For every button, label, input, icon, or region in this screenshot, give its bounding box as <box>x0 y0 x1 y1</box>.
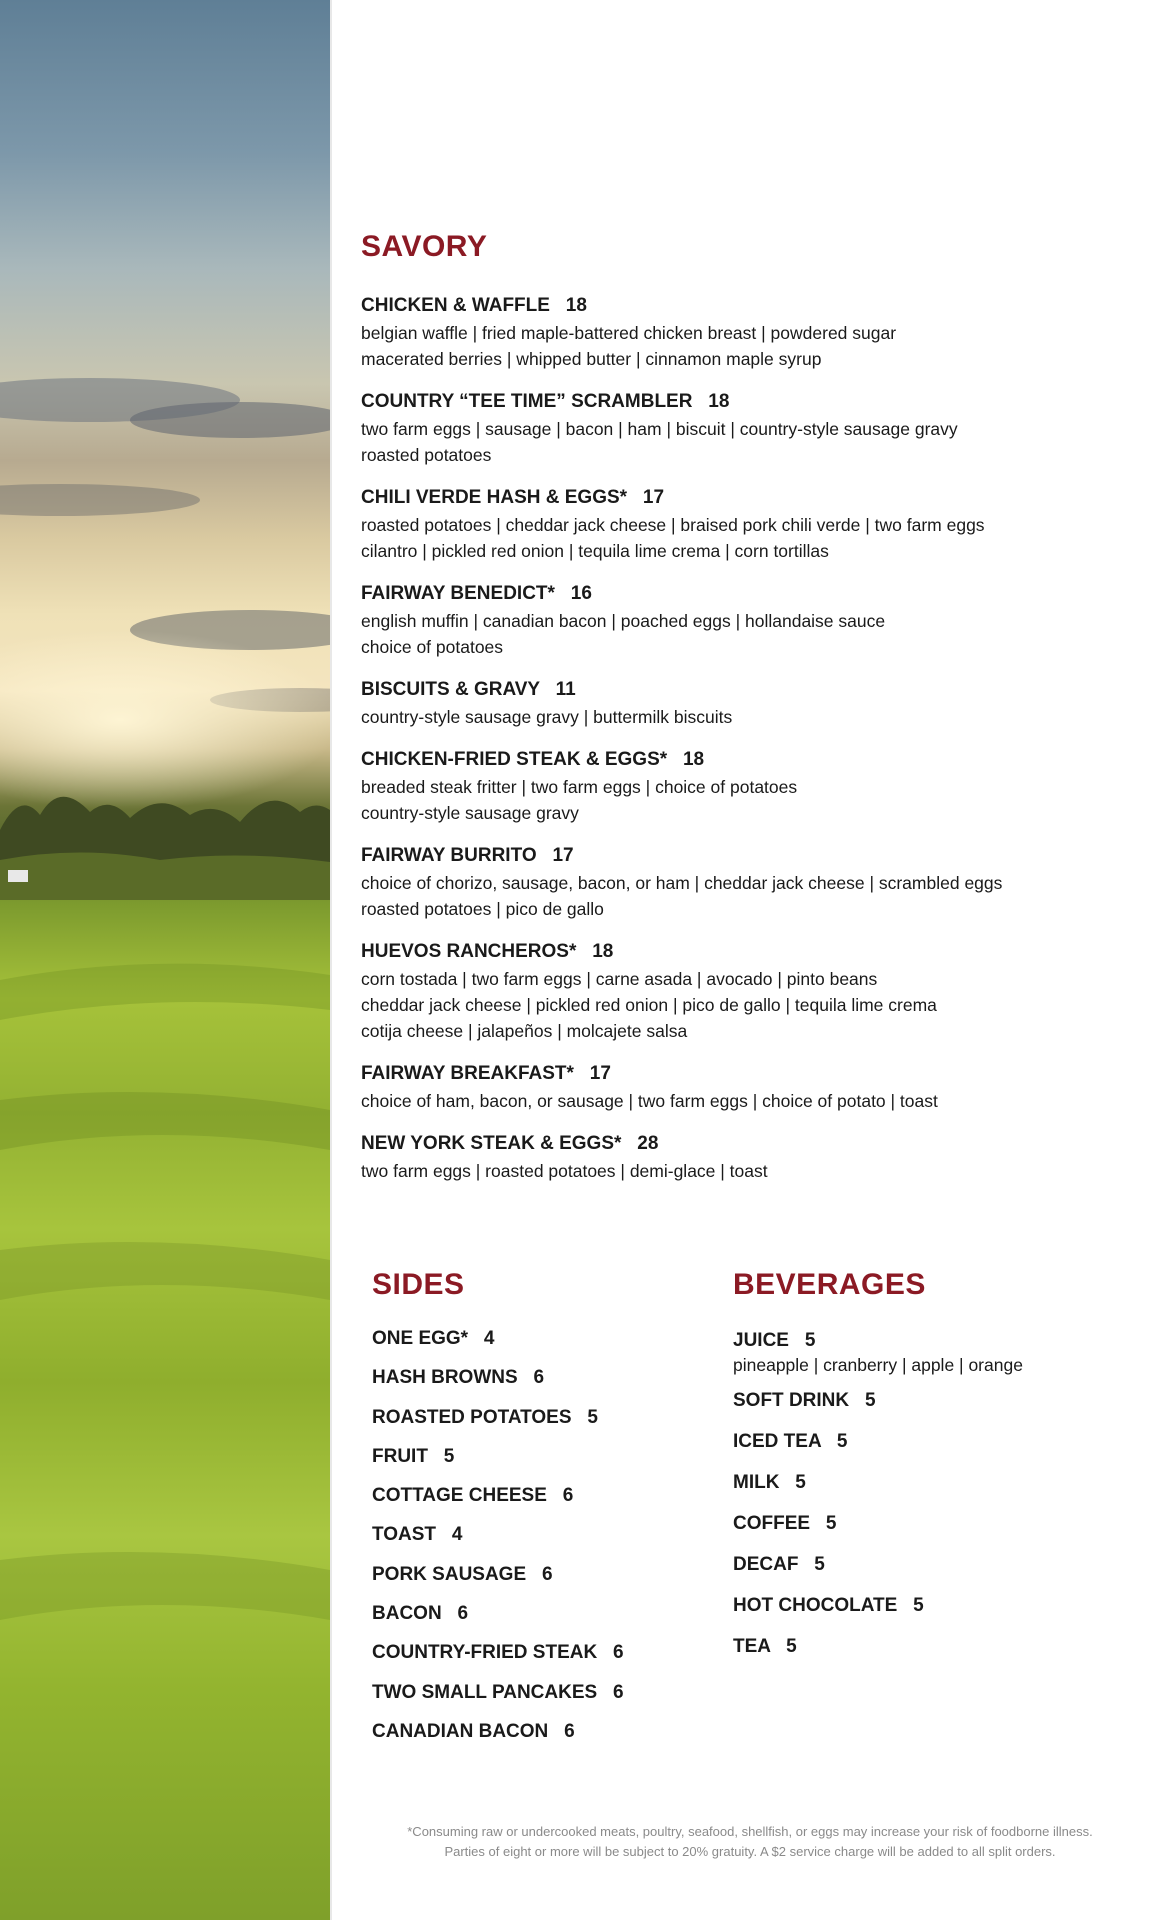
photo-divider <box>330 0 332 1920</box>
beverage-price: 5 <box>864 1390 876 1411</box>
description-line: country-style sausage gravy | buttermilk biscuits <box>361 707 733 727</box>
side-item-price: 4 <box>451 1524 463 1546</box>
savory-title: SAVORY <box>361 230 488 263</box>
menu-item <box>361 746 1141 826</box>
menu-item <box>361 388 1141 468</box>
golf-course-sunset-icon <box>0 0 330 1920</box>
side-item-price: 6 <box>533 1367 545 1389</box>
beverage-heading <box>733 1593 1153 1619</box>
description-line: two farm eggs | sausage | bacon | ham | biscuit | country-style sausage gravy <box>361 419 958 439</box>
menu-item-name: CHICKEN & WAFFLE <box>361 295 550 316</box>
beverage-price: 5 <box>795 1472 806 1493</box>
beverage-item <box>733 1388 1153 1429</box>
description-line: choice of potatoes <box>361 637 504 657</box>
menu-item-name: FAIRWAY BREAKFAST* <box>361 1063 574 1084</box>
side-item-name: ONE EGG* <box>372 1328 469 1349</box>
footer-disclaimer <box>360 1822 1140 1862</box>
side-item-name: TOAST <box>372 1524 437 1546</box>
menu-item-price: 28 <box>637 1133 659 1154</box>
side-item <box>372 1680 702 1719</box>
description-line: corn tostada | two farm eggs | carne asada | avocado | pinto beans <box>361 969 878 989</box>
menu-item-description <box>361 608 1141 660</box>
menu-item-heading <box>361 388 1141 416</box>
menu-item <box>361 938 1141 1044</box>
beverage-price: 5 <box>804 1330 816 1351</box>
menu-item-name: FAIRWAY BURRITO <box>361 845 537 866</box>
side-item <box>372 1562 702 1601</box>
description-line: cotija cheese | jalapeños | molcajete salsa <box>361 1021 688 1041</box>
menu-item-heading <box>361 1130 1141 1158</box>
side-item-price: 4 <box>483 1328 495 1349</box>
description-line: breaded steak fritter | two farm eggs | choice of potatoes <box>361 777 798 797</box>
beverage-name: MILK <box>733 1472 780 1493</box>
menu-item-price: 11 <box>555 679 576 700</box>
menu-item-heading <box>361 676 1141 704</box>
menu-item-price: 18 <box>592 941 614 962</box>
beverage-name: SOFT DRINK <box>733 1390 850 1411</box>
side-item-price: 6 <box>562 1485 574 1507</box>
menu-item-name: COUNTRY “TEE TIME” SCRAMBLER <box>361 391 693 412</box>
menu-item-description <box>361 416 1141 468</box>
menu-item-description <box>361 1088 1141 1114</box>
side-item-name: ROASTED POTATOES <box>372 1406 572 1428</box>
description-line: cheddar jack cheese | pickled red onion | pico de gallo | tequila lime crema <box>361 995 937 1015</box>
side-item-price: 5 <box>443 1445 455 1467</box>
menu-item-description <box>361 512 1141 564</box>
side-item-name: COTTAGE CHEESE <box>372 1485 547 1507</box>
menu-item <box>361 580 1141 660</box>
menu-item-description <box>361 1158 1141 1184</box>
footer-line-raw-food: *Consuming raw or undercooked meats, poultry, seafood, shellfish, or eggs may increase your risk of foodborne illness. <box>407 1824 1093 1839</box>
menu-item-description <box>361 320 1141 372</box>
side-item <box>372 1483 702 1522</box>
menu-item-heading <box>361 292 1141 320</box>
menu-item-heading <box>361 484 1141 512</box>
menu-item-description <box>361 774 1141 826</box>
golf-course-photo <box>0 0 330 1920</box>
side-item <box>372 1365 702 1404</box>
side-item-name: CANADIAN BACON <box>372 1720 549 1742</box>
menu-item <box>361 842 1141 922</box>
description-line: english muffin | canadian bacon | poached eggs | hollandaise sauce <box>361 611 886 631</box>
side-item-price: 6 <box>564 1720 575 1742</box>
menu-item-name: FAIRWAY BENEDICT* <box>361 583 555 604</box>
beverage-item <box>733 1634 1153 1675</box>
menu-item-heading <box>361 580 1141 608</box>
beverage-name: COFFEE <box>733 1513 811 1534</box>
description-line: choice of ham, bacon, or sausage | two farm eggs | choice of potato | toast <box>361 1091 938 1111</box>
side-item <box>372 1601 702 1640</box>
side-item-name: BACON <box>372 1603 442 1625</box>
beverage-item <box>733 1328 1153 1377</box>
description-line: roasted potatoes | pico de gallo <box>361 899 604 919</box>
side-item-name: COUNTRY-FRIED STEAK <box>372 1642 598 1664</box>
footer-line-gratuity: Parties of eight or more will be subject to 20% gratuity. A $2 service charge will be added to all split orders. <box>444 1844 1056 1859</box>
beverages-list <box>733 1328 1153 1675</box>
menu-item <box>361 292 1141 372</box>
beverage-heading <box>733 1328 1153 1354</box>
side-item <box>372 1444 702 1483</box>
description-line: belgian waffle | fried maple-battered chicken breast | powdered sugar <box>361 323 897 343</box>
menu-item-price: 17 <box>552 845 574 866</box>
menu-item <box>361 1130 1141 1184</box>
savory-list <box>361 292 1141 1200</box>
beverage-name: JUICE <box>733 1330 789 1351</box>
beverage-heading <box>733 1634 1153 1660</box>
beverage-name: DECAF <box>733 1554 799 1575</box>
description-line: choice of chorizo, sausage, bacon, or ham | cheddar jack cheese | scrambled eggs <box>361 873 1003 893</box>
menu-item-price: 18 <box>682 749 705 770</box>
beverage-heading <box>733 1388 1153 1414</box>
side-item-name: HASH BROWNS <box>372 1367 518 1389</box>
menu-item <box>361 676 1141 730</box>
beverage-item <box>733 1593 1153 1634</box>
beverage-price: 5 <box>836 1431 848 1452</box>
menu-item-heading <box>361 842 1141 870</box>
sides-title: SIDES <box>372 1268 465 1301</box>
menu-item-price: 18 <box>708 391 730 412</box>
menu-item-description <box>361 870 1141 922</box>
side-item-price: 6 <box>613 1642 624 1664</box>
side-item <box>372 1522 702 1561</box>
menu-item-name: CHILI VERDE HASH & EGGS* <box>361 487 628 508</box>
side-item <box>372 1719 702 1758</box>
menu-item-heading <box>361 1060 1141 1088</box>
beverage-heading <box>733 1470 1153 1496</box>
side-item-name: TWO SMALL PANCAKES <box>372 1681 598 1703</box>
description-line: cilantro | pickled red onion | tequila lime crema | corn tortillas <box>361 541 829 561</box>
menu-item-price: 17 <box>642 487 665 508</box>
beverage-item <box>733 1470 1153 1511</box>
description-line: roasted potatoes | cheddar jack cheese | braised pork chili verde | two farm eggs <box>361 515 985 535</box>
menu-item-name: NEW YORK STEAK & EGGS* <box>361 1133 622 1154</box>
description-line: two farm eggs | roasted potatoes | demi-glace | toast <box>361 1161 768 1181</box>
beverage-price: 5 <box>786 1636 797 1657</box>
side-item <box>372 1640 702 1679</box>
beverage-description: pineapple | cranberry | apple | orange <box>733 1355 1023 1375</box>
beverage-item <box>733 1429 1153 1470</box>
menu-item <box>361 484 1141 564</box>
side-item <box>372 1326 702 1365</box>
menu-item-heading <box>361 938 1141 966</box>
beverage-heading <box>733 1511 1153 1537</box>
side-item-price: 5 <box>587 1406 598 1428</box>
beverage-name: TEA <box>733 1636 771 1657</box>
beverage-price: 5 <box>913 1595 924 1616</box>
description-line: macerated berries | whipped butter | cinnamon maple syrup <box>361 349 822 369</box>
side-item-price: 6 <box>613 1681 624 1703</box>
menu-item-price: 17 <box>589 1063 611 1084</box>
beverage-item <box>733 1552 1153 1593</box>
beverage-heading <box>733 1552 1153 1578</box>
menu-item-price: 18 <box>565 295 587 316</box>
beverage-price: 5 <box>825 1513 837 1534</box>
beverage-heading <box>733 1429 1153 1455</box>
menu-item <box>361 1060 1141 1114</box>
beverage-item <box>733 1511 1153 1552</box>
side-item-name: PORK SAUSAGE <box>372 1563 527 1585</box>
sides-list <box>372 1326 702 1758</box>
menu-item-name: CHICKEN-FRIED STEAK & EGGS* <box>361 749 668 770</box>
side-item-price: 6 <box>457 1603 469 1625</box>
description-line: country-style sausage gravy <box>361 803 579 823</box>
beverages-title: BEVERAGES <box>733 1268 926 1301</box>
beverage-name: HOT CHOCOLATE <box>733 1595 898 1616</box>
side-item-name: FRUIT <box>372 1445 428 1467</box>
menu-item-description <box>361 704 1141 730</box>
side-item-price: 6 <box>541 1563 553 1585</box>
menu-item-description <box>361 966 1141 1044</box>
menu-item-price: 16 <box>570 583 592 604</box>
beverage-name: ICED TEA <box>733 1431 821 1452</box>
menu-item-name: BISCUITS & GRAVY <box>361 679 540 700</box>
description-line: roasted potatoes <box>361 445 492 465</box>
side-item <box>372 1405 702 1444</box>
beverage-price: 5 <box>814 1554 825 1575</box>
menu-item-heading <box>361 746 1141 774</box>
menu-item-name: HUEVOS RANCHEROS* <box>361 941 577 962</box>
